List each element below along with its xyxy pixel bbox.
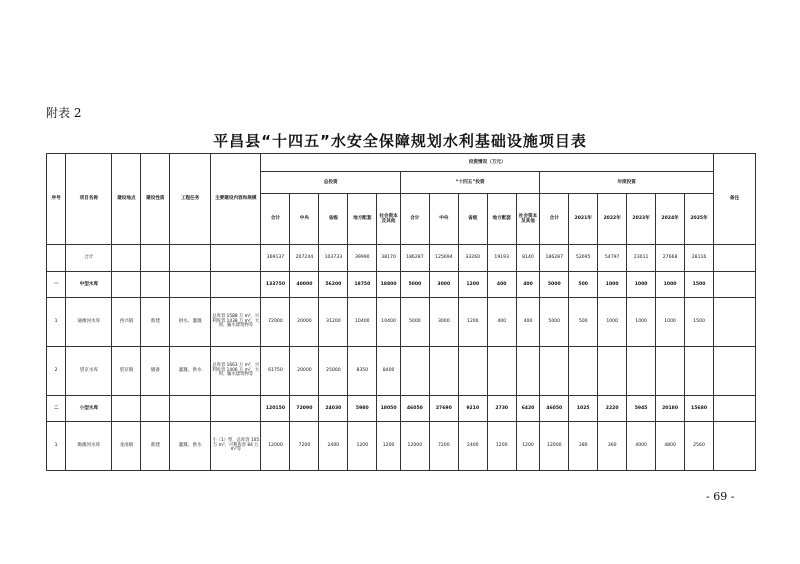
cell-nature (141, 245, 170, 272)
cell-location (112, 396, 141, 422)
cell-total-4: 38170 (377, 245, 401, 272)
cell-total-0: 12000 (261, 422, 290, 471)
cell-total-1: 20000 (290, 347, 319, 396)
cell-total-1: 207244 (290, 245, 319, 272)
cell-fyp-2: 2400 (458, 422, 487, 471)
cell-fyp-2: 1200 (458, 298, 487, 347)
cell-total-0: 369137 (261, 245, 290, 272)
subheader-annual-4: 2024年 (656, 194, 685, 245)
subheader-fyp-4: 社会资本及其他 (516, 194, 540, 245)
cell-fyp-4: 400 (516, 272, 540, 298)
cell-location: 西兴镇 (112, 298, 141, 347)
cell-remark (714, 347, 756, 396)
cell-fyp-1: 7200 (429, 422, 458, 471)
cell-annual-3: 5945 (627, 396, 656, 422)
cell-task (170, 396, 211, 422)
cell-annual-5: 2560 (685, 422, 714, 471)
cell-seq: 2 (47, 347, 66, 396)
cell-annual-4: 1000 (656, 298, 685, 347)
cell-annual-5: 1500 (685, 272, 714, 298)
cell-annual-5: 28116 (685, 245, 714, 272)
cell-fyp-2: 9210 (458, 396, 487, 422)
cell-fyp-2: 1200 (458, 272, 487, 298)
subheader-fyp-3: 地方配套 (487, 194, 516, 245)
cell-project-name: 澌滩河水库 (66, 422, 112, 471)
header-task: 工程任务 (170, 154, 211, 245)
cell-annual-0: 186287 (540, 245, 569, 272)
cell-fyp-2: 33260 (458, 245, 487, 272)
cell-annual-3: 1000 (627, 272, 656, 298)
cell-scale (211, 272, 261, 298)
cell-fyp-3 (487, 347, 516, 396)
cell-total-0: 133750 (261, 272, 290, 298)
cell-location: 望京镇 (112, 347, 141, 396)
cell-total-1: 20000 (290, 298, 319, 347)
cell-fyp-0: 46050 (400, 396, 429, 422)
cell-project-name: 合计 (66, 245, 112, 272)
cell-remark (714, 396, 756, 422)
cell-fyp-0: 186287 (400, 245, 429, 272)
cell-total-2: 2400 (319, 422, 348, 471)
cell-fyp-1: 27690 (429, 396, 458, 422)
cell-fyp-3: 400 (487, 298, 516, 347)
cell-annual-3 (627, 347, 656, 396)
header-nature: 建设性质 (141, 154, 170, 245)
cell-fyp-1: 3000 (429, 272, 458, 298)
cell-annual-4: 4800 (656, 422, 685, 471)
cell-total-4: 10400 (377, 298, 401, 347)
cell-task (170, 245, 211, 272)
cell-annual-1: 500 (569, 272, 598, 298)
cell-annual-1: 500 (569, 298, 598, 347)
cell-total-1: 40000 (290, 272, 319, 298)
cell-annual-3: 1000 (627, 298, 656, 347)
cell-fyp-1: 3000 (429, 298, 458, 347)
cell-total-3: 39990 (348, 245, 377, 272)
subheader-fyp-0: 合计 (400, 194, 429, 245)
cell-fyp-3: 2730 (487, 396, 516, 422)
subheader-annual-1: 2021年 (569, 194, 598, 245)
cell-annual-2 (598, 347, 627, 396)
cell-total-3: 18750 (348, 272, 377, 298)
cell-total-2: 56200 (319, 272, 348, 298)
cell-fyp-4: 6420 (516, 396, 540, 422)
cell-annual-2: 54797 (598, 245, 627, 272)
cell-total-4: 8400 (377, 347, 401, 396)
cell-project-name: 通滩河水库 (66, 298, 112, 347)
cell-annual-0: 12000 (540, 422, 569, 471)
table-row (47, 245, 756, 272)
cell-nature (141, 396, 170, 422)
table-row (47, 298, 756, 347)
header-fyp-investment: “十四五”投资 (400, 172, 539, 194)
cell-annual-3: 4000 (627, 422, 656, 471)
appendix-label: 附表 2 (46, 106, 82, 120)
project-table (46, 153, 756, 471)
cell-fyp-1 (429, 347, 458, 396)
cell-location (112, 272, 141, 298)
cell-total-2: 25000 (319, 347, 348, 396)
cell-annual-5: 1500 (685, 298, 714, 347)
cell-nature: 新建 (141, 298, 170, 347)
cell-seq: 二 (47, 396, 66, 422)
cell-annual-0: 5000 (540, 272, 569, 298)
cell-total-3: 8350 (348, 347, 377, 396)
subheader-total-0: 合计 (261, 194, 290, 245)
table-row (47, 396, 756, 422)
cell-annual-2: 360 (598, 422, 627, 471)
subheader-annual-3: 2023年 (627, 194, 656, 245)
subheader-total-3: 地方配套 (348, 194, 377, 245)
cell-total-4: 18800 (377, 272, 401, 298)
table-row (47, 422, 756, 471)
cell-fyp-0: 5000 (400, 272, 429, 298)
cell-remark (714, 422, 756, 471)
header-seq: 序号 (47, 154, 66, 245)
table-row (47, 347, 756, 396)
cell-fyp-0: 5000 (400, 298, 429, 347)
cell-annual-1: 1025 (569, 396, 598, 422)
cell-total-1: 72090 (290, 396, 319, 422)
cell-scale (211, 396, 261, 422)
cell-total-4: 18050 (377, 396, 401, 422)
cell-annual-3: 23011 (627, 245, 656, 272)
cell-annual-2: 1000 (598, 272, 627, 298)
cell-fyp-4: 1200 (516, 422, 540, 471)
subheader-fyp-2: 省级 (458, 194, 487, 245)
cell-total-2: 103733 (319, 245, 348, 272)
cell-seq: 1 (47, 422, 66, 471)
cell-annual-4 (656, 347, 685, 396)
cell-task (170, 272, 211, 298)
cell-annual-0: 5000 (540, 298, 569, 347)
cell-task: 灌溉、供水 (170, 422, 211, 471)
header-total-investment: 总投资 (261, 172, 400, 194)
cell-total-0: 61750 (261, 347, 290, 396)
cell-fyp-0: 12000 (400, 422, 429, 471)
cell-annual-1: 280 (569, 422, 598, 471)
cell-total-2: 31200 (319, 298, 348, 347)
cell-fyp-3: 1200 (487, 422, 516, 471)
cell-total-2: 24030 (319, 396, 348, 422)
subheader-total-1: 中央 (290, 194, 319, 245)
cell-fyp-4: 8140 (516, 245, 540, 272)
cell-seq: 一 (47, 272, 66, 298)
subheader-total-4: 社会资本及其他 (377, 194, 401, 245)
cell-location: 龙岗镇 (112, 422, 141, 471)
cell-scale: 总库容 1588 万 m³，兴利库容 1438 万 m³，大坝、输水建筑物等 (211, 298, 261, 347)
subheader-annual-2: 2022年 (598, 194, 627, 245)
cell-annual-4: 20180 (656, 396, 685, 422)
cell-total-1: 7200 (290, 422, 319, 471)
cell-annual-1: 52695 (569, 245, 598, 272)
cell-project-name: 中型水库 (66, 272, 112, 298)
cell-scale: 小（1）型，总库容 105 万 m³，兴利库容 84 万 m³等 (211, 422, 261, 471)
cell-task: 供水、灌溉 (170, 298, 211, 347)
cell-seq: 1 (47, 298, 66, 347)
cell-nature: 新建 (141, 422, 170, 471)
cell-total-0: 72000 (261, 298, 290, 347)
cell-remark (714, 245, 756, 272)
cell-total-0: 120150 (261, 396, 290, 422)
header-annual-investment: 年度投资 (540, 172, 714, 194)
document-title: 平昌县“十四五”水安全保障规划水利基础设施项目表 (213, 132, 587, 150)
table-row (47, 272, 756, 298)
cell-annual-5 (685, 347, 714, 396)
cell-fyp-3: 400 (487, 272, 516, 298)
cell-seq (47, 245, 66, 272)
cell-project-name: 望京水库 (66, 347, 112, 396)
cell-task: 灌溉、供水 (170, 347, 211, 396)
cell-fyp-0 (400, 347, 429, 396)
header-investment-group: 投资情况（万元） (261, 154, 714, 172)
cell-remark (714, 298, 756, 347)
cell-annual-4: 1000 (656, 272, 685, 298)
cell-project-name: 小型水库 (66, 396, 112, 422)
cell-scale: 总库容 1663 万 m³，兴利库容 1406 万 m³，大坝、输水建筑物等 (211, 347, 261, 396)
subheader-fyp-1: 中央 (429, 194, 458, 245)
cell-annual-2: 2220 (598, 396, 627, 422)
header-scale: 主要建设内容和规模 (211, 154, 261, 245)
cell-annual-2: 1000 (598, 298, 627, 347)
page-number: - 69 - (706, 490, 735, 503)
cell-fyp-4 (516, 347, 540, 396)
subheader-total-2: 省级 (319, 194, 348, 245)
cell-annual-4: 27668 (656, 245, 685, 272)
cell-scale (211, 245, 261, 272)
cell-total-3: 10400 (348, 298, 377, 347)
cell-fyp-4: 400 (516, 298, 540, 347)
cell-annual-5: 15680 (685, 396, 714, 422)
cell-total-4: 1200 (377, 422, 401, 471)
header-location: 建设地点 (112, 154, 141, 245)
subheader-annual-5: 2025年 (685, 194, 714, 245)
cell-nature: 储备 (141, 347, 170, 396)
cell-fyp-2 (458, 347, 487, 396)
cell-nature (141, 272, 170, 298)
cell-annual-1 (569, 347, 598, 396)
cell-fyp-1: 125694 (429, 245, 458, 272)
cell-location (112, 245, 141, 272)
cell-fyp-3: 19193 (487, 245, 516, 272)
cell-remark (714, 272, 756, 298)
cell-annual-0 (540, 347, 569, 396)
header-project-name: 项目名称 (66, 154, 112, 245)
header-remark: 备注 (714, 154, 756, 245)
cell-annual-0: 46050 (540, 396, 569, 422)
cell-total-3: 5980 (348, 396, 377, 422)
cell-total-3: 1200 (348, 422, 377, 471)
subheader-annual-0: 合计 (540, 194, 569, 245)
